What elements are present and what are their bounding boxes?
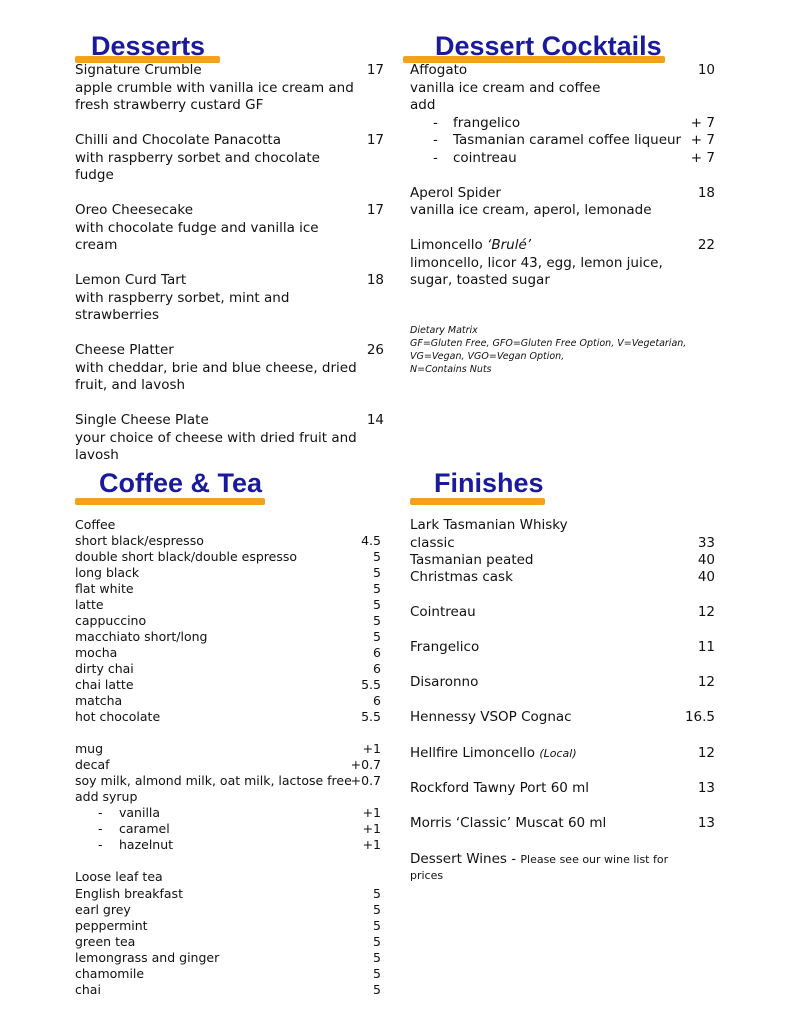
syrup-price: +1 — [362, 821, 381, 836]
dietary-matrix-line: VG=Vegan, VGO=Vegan Option, — [410, 351, 565, 362]
coffee-extra: mug — [75, 741, 104, 756]
cocktail-name — [410, 237, 531, 255]
tea-item: green tea — [75, 934, 136, 949]
cocktails-heading: Dessert Cocktails — [435, 31, 662, 61]
addon-price: + 7 — [690, 115, 715, 131]
tea-price: 5 — [373, 982, 381, 997]
coffee-underline — [75, 498, 265, 505]
dessert-desc: strawberries — [75, 307, 160, 323]
coffee-item: mocha — [75, 645, 118, 660]
coffee-price: 6 — [373, 645, 381, 660]
tea-price: 5 — [373, 886, 381, 901]
dessert-desc: fresh strawberry custard GF — [75, 97, 264, 113]
coffee-item: hot chocolate — [75, 709, 161, 724]
dessert-desc: with cheddar, brie and blue cheese, dried — [75, 360, 357, 376]
coffee-extra-price: +0.7 — [350, 757, 381, 772]
addon-name: Tasmanian caramel coffee liqueur — [453, 132, 682, 148]
syrup-dash: - — [98, 821, 103, 836]
syrup-item: hazelnut — [119, 837, 174, 852]
finish-name: Disaronno — [410, 674, 479, 690]
dessert-price: 14 — [366, 412, 384, 428]
whisky-price: 40 — [697, 552, 715, 568]
coffee-price: 5 — [373, 549, 381, 564]
morris-size: 60 ml — [567, 815, 607, 831]
tea-price: 5 — [373, 902, 381, 917]
cocktail-name: Affogato — [410, 62, 468, 78]
dessert-desc: fruit, and lavosh — [75, 377, 186, 393]
coffee-price: 5 — [373, 597, 381, 612]
dietary-matrix-line: N=Contains Nuts — [410, 364, 492, 375]
coffee-extra: decaf — [75, 757, 110, 772]
dessert-price: 17 — [366, 62, 384, 78]
addon-name: cointreau — [453, 150, 517, 166]
whisky-price: 40 — [697, 569, 715, 585]
coffee-price: 6 — [373, 661, 381, 676]
cocktail-desc: sugar, toasted sugar — [410, 272, 550, 288]
addon-price: + 7 — [690, 150, 715, 166]
coffee-extra-price: +0.7 — [350, 773, 381, 788]
coffee-item: flat white — [75, 581, 134, 596]
addon-dash: - — [433, 132, 438, 148]
limoncello-name: Limoncello — [410, 237, 483, 253]
rockford-name: Rockford Tawny Port — [410, 780, 547, 796]
finish-price: 13 — [697, 780, 715, 796]
whisky-heading: Lark Tasmanian Whisky — [410, 517, 568, 533]
dessert-desc: with raspberry sorbet, mint and — [75, 290, 290, 306]
finishes-heading: Finishes — [434, 468, 544, 498]
dessert-name: Lemon Curd Tart — [75, 272, 187, 288]
finish-price: 16.5 — [684, 709, 715, 725]
finish-price: 11 — [697, 639, 715, 655]
syrup-label: add syrup — [75, 789, 138, 804]
whisky-item: Christmas cask — [410, 569, 513, 585]
coffee-item: macchiato short/long — [75, 629, 208, 644]
coffee-subheading: Coffee — [75, 517, 116, 532]
tea-item: chai — [75, 982, 101, 997]
dessert-name: Chilli and Chocolate Panacotta — [75, 132, 281, 148]
syrup-item: caramel — [119, 821, 170, 836]
dessert-desc: lavosh — [75, 447, 119, 463]
coffee-price: 5.5 — [361, 677, 381, 692]
finish-name — [410, 815, 606, 833]
rockford-size: 60 ml — [550, 780, 590, 796]
cocktail-price: 10 — [697, 62, 715, 78]
finish-name: Hennessy VSOP Cognac — [410, 709, 572, 725]
addon-dash: - — [433, 150, 438, 166]
coffee-price: 5.5 — [361, 709, 381, 724]
tea-subheading: Loose leaf tea — [75, 869, 163, 884]
coffee-price: 5 — [373, 565, 381, 580]
coffee-item: long black — [75, 565, 140, 580]
finish-name — [410, 745, 577, 763]
coffee-price: 4.5 — [361, 533, 381, 548]
finish-name: Frangelico — [410, 639, 480, 655]
dessert-desc: with chocolate fudge and vanilla ice — [75, 220, 319, 236]
hellfire-note: (Local) — [539, 747, 577, 760]
dessert-wines-note: Please see our wine list for — [520, 853, 669, 866]
tea-item: earl grey — [75, 902, 131, 917]
cocktail-desc: vanilla ice cream and coffee — [410, 80, 601, 96]
cocktail-add-label: add — [410, 97, 436, 113]
finish-price: 12 — [697, 674, 715, 690]
dessert-desc: cream — [75, 237, 118, 253]
tea-item: English breakfast — [75, 886, 183, 901]
coffee-price: 5 — [373, 613, 381, 628]
finishes-underline — [410, 498, 545, 505]
tea-item: peppermint — [75, 918, 148, 933]
coffee-item: dirty chai — [75, 661, 134, 676]
dessert-price: 18 — [366, 272, 384, 288]
coffee-item: latte — [75, 597, 104, 612]
whisky-price: 33 — [697, 535, 715, 551]
tea-item: chamomile — [75, 966, 145, 981]
morris-name: Morris ‘Classic’ Muscat — [410, 815, 564, 831]
coffee-extra: soy milk, almond milk, oat milk, lactose free — [75, 773, 352, 788]
syrup-dash: - — [98, 837, 103, 852]
tea-price: 5 — [373, 918, 381, 933]
coffee-extra-price: +1 — [362, 741, 381, 756]
coffee-item: matcha — [75, 693, 123, 708]
syrup-item: vanilla — [119, 805, 161, 820]
syrup-price: +1 — [362, 805, 381, 820]
finish-price: 12 — [697, 745, 715, 761]
dessert-price: 17 — [366, 132, 384, 148]
dessert-desc: your choice of cheese with dried fruit and — [75, 430, 357, 446]
dessert-name: Oreo Cheesecake — [75, 202, 194, 218]
finish-name: Cointreau — [410, 604, 476, 620]
tea-price: 5 — [373, 966, 381, 981]
finish-price: 12 — [697, 604, 715, 620]
cocktail-price: 18 — [697, 185, 715, 201]
cocktail-price: 22 — [697, 237, 715, 253]
dessert-wines-name: Dessert Wines - — [410, 851, 517, 867]
dietary-matrix-line: GF=Gluten Free, GFO=Gluten Free Option, V=Vegetarian, — [410, 338, 687, 349]
dessert-name: Signature Crumble — [75, 62, 202, 78]
dessert-price: 17 — [366, 202, 384, 218]
dessert-name: Cheese Platter — [75, 342, 174, 358]
coffee-price: 5 — [373, 629, 381, 644]
addon-dash: - — [433, 115, 438, 131]
cocktail-desc: vanilla ice cream, aperol, lemonade — [410, 202, 652, 218]
coffee-item: short black/espresso — [75, 533, 204, 548]
coffee-item: cappuccino — [75, 613, 147, 628]
dessert-desc: apple crumble with vanilla ice cream and — [75, 80, 354, 96]
whisky-item: classic — [410, 535, 455, 551]
limoncello-name-italic: ‘Brulé’ — [487, 237, 532, 253]
hellfire-name: Hellfire Limoncello — [410, 745, 536, 761]
addon-name: frangelico — [453, 115, 521, 131]
dessert-desc: fudge — [75, 167, 114, 183]
cocktail-desc: limoncello, licor 43, egg, lemon juice, — [410, 255, 663, 271]
coffee-price: 6 — [373, 693, 381, 708]
tea-price: 5 — [373, 950, 381, 965]
cocktail-name: Aperol Spider — [410, 185, 501, 201]
finish-name — [410, 780, 589, 798]
whisky-item: Tasmanian peated — [410, 552, 534, 568]
finish-price: 13 — [697, 815, 715, 831]
dessert-name: Single Cheese Plate — [75, 412, 209, 428]
tea-item: lemongrass and ginger — [75, 950, 220, 965]
syrup-dash: - — [98, 805, 103, 820]
coffee-price: 5 — [373, 581, 381, 596]
dessert-wines-note-2: prices — [410, 869, 444, 882]
coffee-item: double short black/double espresso — [75, 549, 298, 564]
desserts-heading: Desserts — [91, 31, 206, 61]
dessert-desc: with raspberry sorbet and chocolate — [75, 150, 320, 166]
syrup-price: +1 — [362, 837, 381, 852]
dessert-wines-line — [410, 851, 668, 869]
tea-price: 5 — [373, 934, 381, 949]
coffee-heading: Coffee & Tea — [99, 468, 263, 498]
dessert-price: 26 — [366, 342, 384, 358]
addon-price: + 7 — [690, 132, 715, 148]
coffee-item: chai latte — [75, 677, 134, 692]
dietary-matrix-title: Dietary Matrix — [410, 325, 478, 336]
